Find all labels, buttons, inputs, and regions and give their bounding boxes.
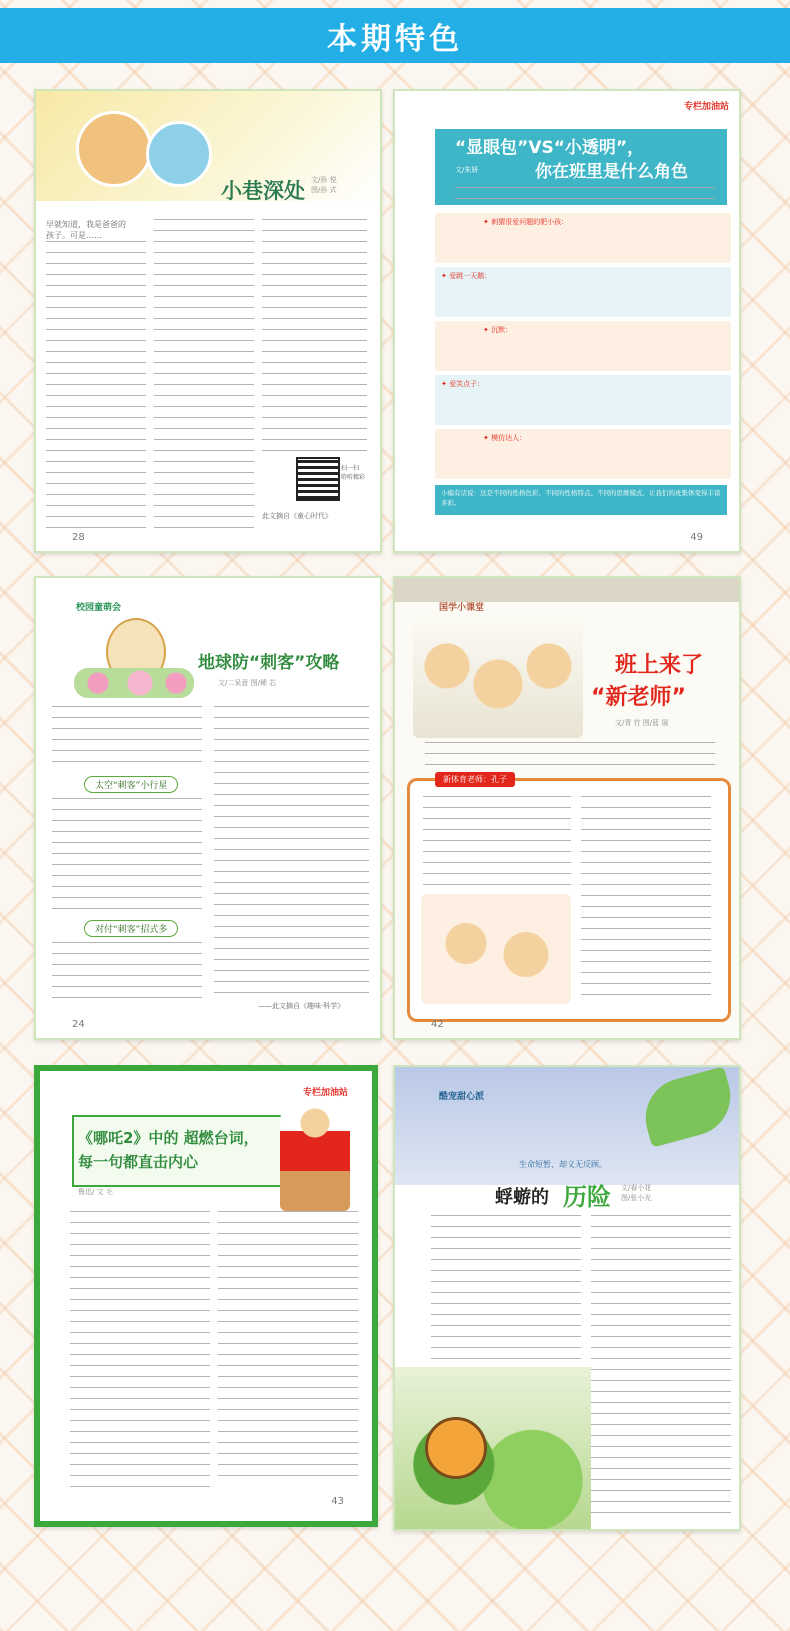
qr-code[interactable] [298, 459, 338, 499]
recommend-note: 此文摘自《童心时代》 [262, 512, 332, 520]
profile-row-2 [435, 267, 731, 317]
title-line-1: “显眼包”VS“小透明”， [455, 138, 645, 158]
article-author: 文/孙 悦 图/孙 式 [311, 176, 337, 194]
column-2 [581, 796, 711, 996]
magazine-page-24 [34, 576, 382, 1040]
title-line-1: 班上来了 [615, 653, 704, 678]
column-3 [262, 219, 367, 454]
column-1 [423, 796, 571, 886]
page-number: 43 [331, 1496, 344, 1507]
nezha-illustration [280, 1101, 350, 1211]
intro-text [455, 187, 715, 209]
page-number: 24 [72, 1019, 85, 1030]
profile-row-4 [435, 375, 731, 425]
page-header [0, 8, 790, 63]
qr-label: 扫一扫 聆听精彩 [341, 465, 366, 481]
host-note: 小编有话说：这是不同的性格色彩，不同的性格特点。不同的思维模式，让我们的班集体变得丰富多彩。 [441, 489, 721, 507]
column-1 [431, 1215, 581, 1365]
intro-text [425, 742, 715, 774]
column-tag: 国学小课堂 [439, 603, 485, 613]
title-line-2: 每一句都直击内心 [78, 1153, 199, 1171]
title-suffix: 历险 [563, 1183, 611, 1211]
recommend-note: ——此文摘自《趣味·科学》 [258, 1002, 345, 1010]
teacher-illustration [421, 894, 571, 1004]
article-title: 地球防“刺客”攻略 [198, 653, 340, 673]
title-line-1: 《哪吒2》中的 超燃台词， [78, 1129, 259, 1147]
column-tag: 专栏加油站 [683, 102, 729, 112]
column-2 [214, 706, 369, 996]
page-number: 49 [690, 532, 703, 543]
top-strip [395, 578, 739, 602]
profile-label-2: ✦ 爱跳一天鹅： [441, 272, 492, 280]
column-1 [46, 219, 146, 529]
profile-row-3 [435, 321, 731, 371]
magazine-page-insects [393, 1065, 741, 1531]
column-tag: 专栏加油站 [302, 1088, 348, 1098]
girl-illustration [76, 111, 152, 187]
profile-label-3: ✦ 沉默： [483, 326, 513, 334]
column-1 [70, 1211, 210, 1491]
article-author: 文/青 竹 图/蓝 展 [615, 719, 669, 727]
page-number: 42 [431, 1019, 444, 1030]
lead-text: 早就知道，我是爸爸的孩子。可是…… [46, 219, 146, 241]
profile-row-5 [435, 429, 731, 479]
scholars-illustration [413, 618, 583, 738]
magazine-page-42 [393, 576, 741, 1040]
header-title: 本期特色 [327, 21, 463, 57]
section-heading [435, 772, 515, 787]
host-note-box [435, 485, 727, 515]
intro-text [52, 706, 202, 766]
boy-illustration [146, 121, 212, 187]
column-tag: 酷宠甜心派 [439, 1092, 485, 1102]
subheading-2: 对付“刺客”招式多 [84, 920, 178, 937]
title-prefix: 蜉蝣的 [495, 1187, 549, 1208]
article-author: 鲁迅/ 文 毛 [78, 1188, 113, 1196]
page-number: 28 [72, 532, 85, 543]
article-author: 文/春小花 图/张小光 [621, 1184, 652, 1202]
flower-illustration [74, 668, 194, 698]
title-line-2: 你在班里是什么角色 [535, 162, 688, 182]
title-line-2: “新老师” [591, 685, 686, 710]
column-1 [52, 798, 202, 910]
article-author: 文/二呆意 图/稀 芯 [218, 679, 277, 687]
magazine-page-28 [34, 89, 382, 553]
magazine-page-43 [34, 1065, 378, 1527]
column-2 [591, 1215, 731, 1515]
column-2 [218, 1211, 358, 1481]
profile-label-4: ✦ 爱笑点子： [441, 380, 485, 388]
profile-row-1 [435, 213, 731, 263]
magazine-page-49 [393, 89, 741, 553]
profile-label-1: ✦ 刺猬很爱问题的肥小孩： [483, 218, 569, 226]
section-heading-text: 新体育老师：孔子 [443, 775, 507, 784]
article-title: 小巷深处 [221, 178, 305, 203]
caption-text: 生命短暂，却义无反顾。 [519, 1160, 607, 1169]
subheading-1: 太空“刺客”小行星 [84, 776, 178, 793]
column-tag: 校园童萌会 [76, 603, 122, 613]
profile-label-5: ✦ 模仿达人： [483, 434, 527, 442]
mayfly-character [425, 1417, 487, 1479]
column-2 [154, 219, 254, 529]
article-author: 文/朱妍 [455, 166, 479, 174]
column-1b [52, 942, 202, 998]
